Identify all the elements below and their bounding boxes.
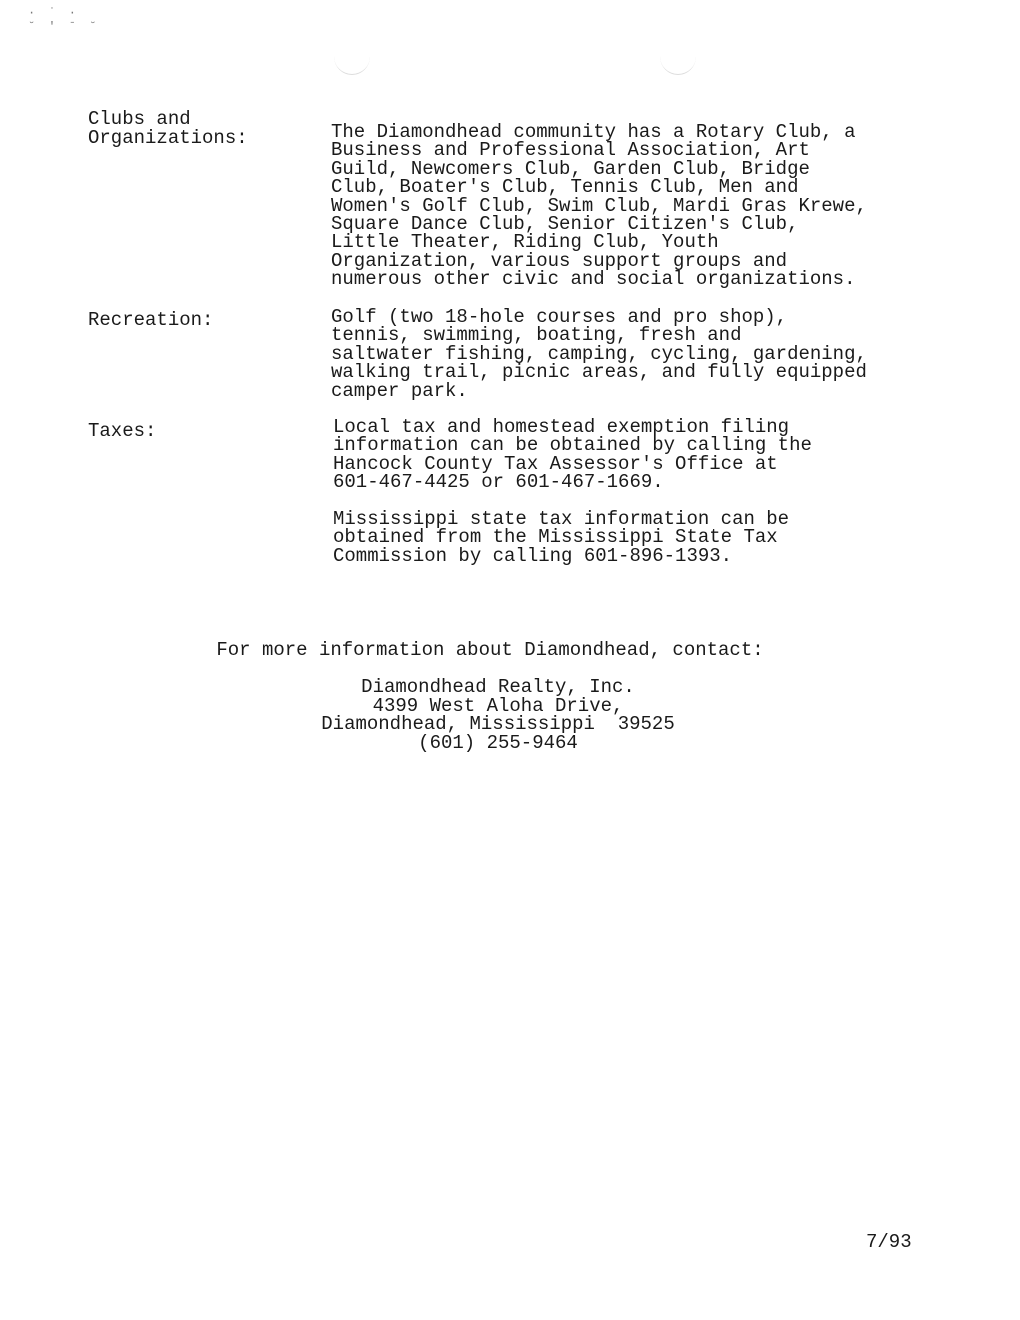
scan-specks: · ˙ · ˘ ' ˉ ˘ — [28, 6, 100, 34]
contact-city-state-zip: Diamondhead, Mississippi 39525 — [321, 713, 675, 735]
contact-lead: For more information about Diamondhead, contact: — [216, 639, 764, 661]
page-number: 7/93 — [866, 1231, 912, 1253]
contact-street: 4399 West Aloha Drive, — [372, 694, 624, 717]
section-body-clubs: The Diamondhead community has a Rotary Club, a Business and Professional Association, Art Guild, Newcomers Club, Garden Club, Bridge Club, Boater's Club, Tennis Club, Men and Women's Golf Club, Swim Club, Mardi Gras Krewe, Square Dance Club, Senior Citizen's Club, Little Theater, Riding Club, Youth Organization, various support groups and numerous other civic and social organizations. — [331, 121, 867, 291]
contact-company: Diamondhead Realty, Inc. — [361, 676, 635, 698]
section-label-recreation — [88, 311, 213, 330]
punch-hole-left — [334, 38, 370, 75]
section-label-clubs — [88, 110, 248, 148]
section-label-line: Clubs and — [88, 108, 191, 130]
section-label-line: Recreation: — [88, 309, 214, 331]
section-body-taxes-state: Mississippi state tax information can be obtained from the Mississippi State Tax Commission by calling 601-896-1393. — [333, 508, 790, 567]
section-body-recreation: Golf (two 18-hole courses and pro shop), tennis, swimming, boating, fresh and saltwater fishing, camping, cycling, gardening, walking trail, picnic areas, and fully equipped camper park. — [331, 306, 867, 402]
section-label-line: Taxes: — [88, 420, 157, 442]
punch-hole-right — [660, 38, 696, 75]
section-body-taxes-local: Local tax and homestead exemption filing information can be obtained by calling the Hancock County Tax Assessor's Office at 601-467-4425 or 601-467-1669. — [333, 416, 812, 494]
section-label-line: Organizations: — [88, 127, 248, 149]
section-label-taxes — [88, 422, 156, 441]
contact-address — [300, 678, 696, 752]
contact-phone: (601) 255-9464 — [418, 731, 578, 754]
